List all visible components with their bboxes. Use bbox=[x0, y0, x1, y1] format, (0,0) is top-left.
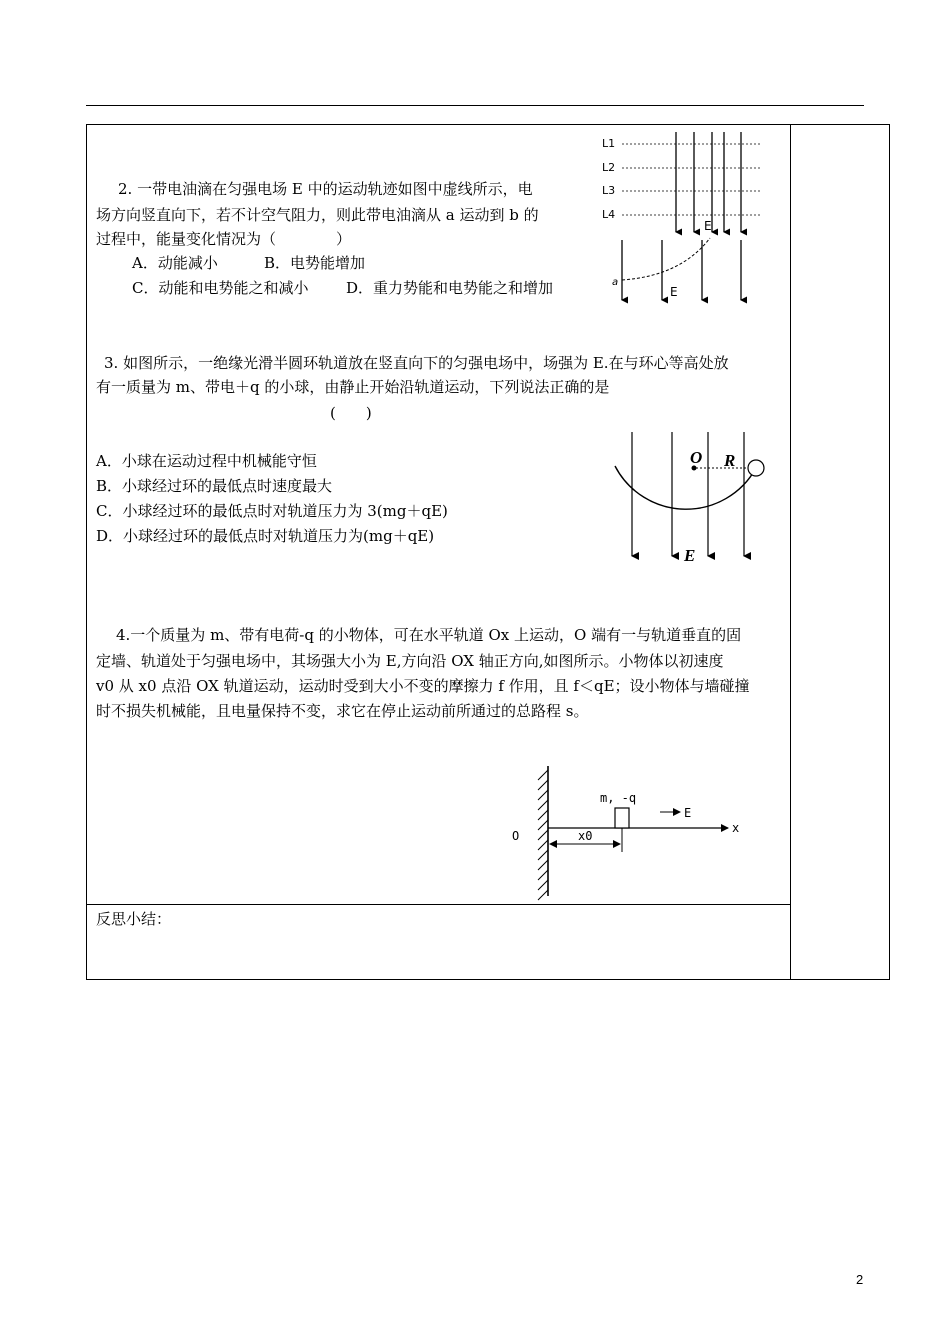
reflection-label: 反思小结： bbox=[96, 910, 172, 928]
q2-option-a: A．动能减小 bbox=[132, 254, 218, 272]
q4-line-4: 时不损失机械能，且电量保持不变，求它在停止运动前所通过的总路程 s。 bbox=[96, 702, 589, 720]
q3-option-a: A．小球在运动过程中机械能守恒 bbox=[96, 452, 317, 470]
q3-line-1: 3. 如图所示，一绝缘光滑半圆环轨道放在竖直向下的匀强电场中，场强为 E.在与环心等高处放 bbox=[104, 354, 729, 372]
page-number: 2 bbox=[856, 1272, 864, 1287]
q2-field-label-bottom: E bbox=[670, 285, 678, 299]
q2-line-label-4: L4 bbox=[602, 208, 616, 221]
q2-trajectory bbox=[622, 238, 710, 280]
q2-line-label-1: L1 bbox=[602, 137, 616, 150]
q4-wall-hatching bbox=[538, 770, 548, 900]
q3-ring-figure bbox=[606, 428, 776, 568]
q3-option-c: C．小球经过环的最低点时对轨道压力为 3(mg＋qE) bbox=[96, 502, 448, 520]
q2-option-d: D．重力势能和电势能之和增加 bbox=[346, 279, 554, 297]
q3-field-label: E bbox=[684, 546, 696, 565]
q2-line-label-2: L2 bbox=[602, 161, 616, 174]
q4-line-2: 定墙、轨道处于匀强电场中，其场强大小为 E,方向沿 OX 轴正方向,如图所示。小物体以初速度 bbox=[96, 652, 724, 670]
q2-line-2: 场方向竖直向下，若不计空气阻力，则此带电油滴从 a 运动到 b 的 bbox=[96, 206, 539, 224]
q3-line-3: ( ) bbox=[330, 404, 372, 422]
q2-point-a: a bbox=[612, 277, 619, 288]
q2-option-c: C．动能和电势能之和减小 bbox=[132, 279, 309, 297]
table-row-divider bbox=[86, 904, 790, 905]
q4-mass-charge-label: m, -q bbox=[600, 791, 637, 805]
q4-origin-label: O bbox=[512, 829, 520, 843]
q3-charged-ball bbox=[748, 460, 764, 476]
q4-wall-figure bbox=[500, 760, 750, 902]
q2-line-3: 过程中，能量变化情况为（ ） bbox=[96, 230, 352, 248]
q4-line-1: 4.一个质量为 m、带有电荷-q 的小物体，可在水平轨道 Ox 上运动，O 端有一与轨道垂直的固 bbox=[116, 626, 742, 644]
q2-field-label-top: E bbox=[704, 219, 712, 233]
q4-field-label: E bbox=[684, 806, 692, 820]
q2-line-label-3: L3 bbox=[602, 184, 616, 197]
q4-axis-label: x bbox=[732, 821, 740, 835]
q3-option-d: D．小球经过环的最低点时对轨道压力为(mg＋qE) bbox=[96, 527, 435, 545]
header-rule bbox=[86, 105, 864, 106]
q2-field-figure bbox=[596, 126, 768, 310]
q4-block bbox=[615, 808, 629, 828]
q3-line-2: 有一质量为 m、带电＋q 的小球，由静止开始沿轨道运动，下列说法正确的是 bbox=[96, 378, 610, 396]
q4-x0-label: x0 bbox=[578, 829, 593, 843]
q3-semicircle-track bbox=[615, 466, 756, 509]
q4-line-3: v0 从 x0 点沿 OX 轨道运动，运动时受到大小不变的摩擦力 f 作用，且 f＜qE；设小物体与墙碰撞 bbox=[96, 677, 750, 695]
q3-center-label: O bbox=[690, 448, 703, 467]
q3-option-b: B．小球经过环的最低点时速度最大 bbox=[96, 477, 333, 495]
q3-radius-label: R bbox=[724, 451, 736, 470]
table-column-divider bbox=[790, 124, 791, 980]
q2-line-1: 2. 一带电油滴在匀强电场 E 中的运动轨迹如图中虚线所示，电 bbox=[118, 180, 533, 198]
q2-field-lines bbox=[622, 132, 741, 300]
q2-option-b: B．电势能增加 bbox=[264, 254, 366, 272]
